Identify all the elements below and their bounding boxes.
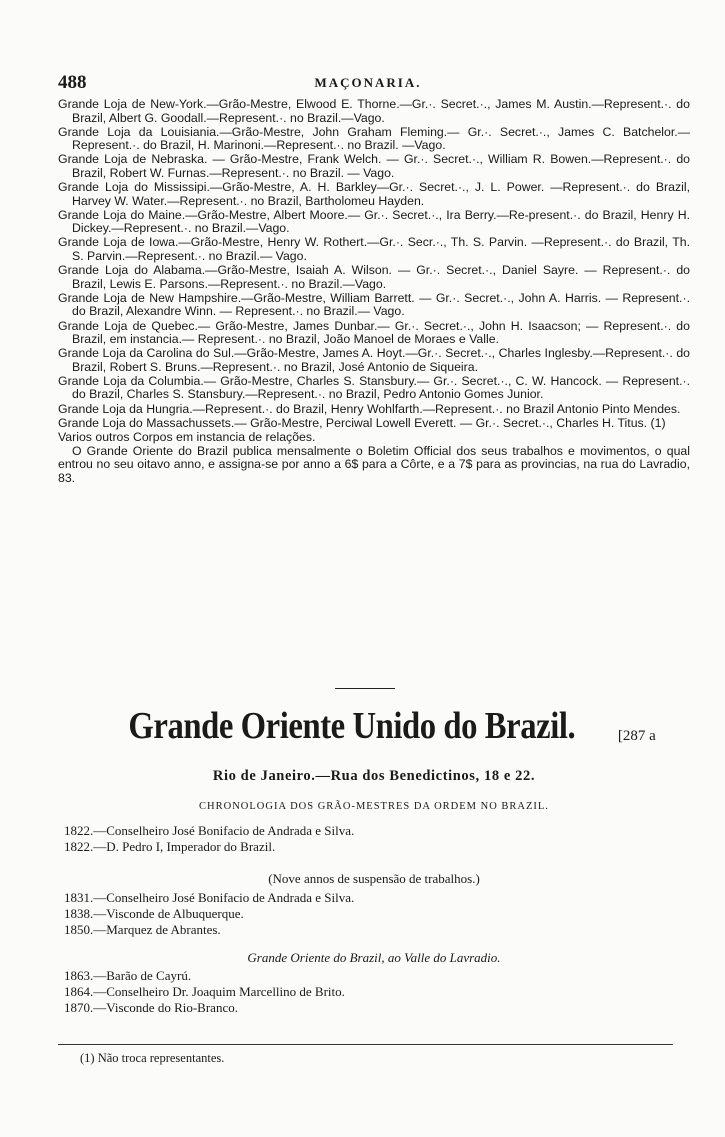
lodge-entry: Grande Loja do Mississipi.—Grão-Mestre, A. H. Barkley—Gr.·. Secret.·., J. L. Power. —Represent.·. do Brazil, Harvey W. Water.—Represent.·. no Brazil, Bartholomeu Hayden.: [58, 180, 690, 208]
list-item: 1863.—Barão de Cayrú.: [64, 968, 192, 983]
page-number: 488: [58, 72, 87, 93]
list-item: 1870.—Visconde do Rio-Branco.: [64, 1000, 238, 1015]
section-address: Rio de Janeiro.—Rua dos Benedictinos, 18 e 22.: [212, 768, 536, 784]
list-item: 1831.—Conselheiro José Bonifacio de Andrada e Silva.: [64, 890, 355, 905]
lodge-entry: Grande Loja do Alabama.—Grão-Mestre, Isaiah A. Wilson. — Gr.·. Secret.·., Daniel Sayre. — Represent.·. do Brazil, Lewis E. Parsons.—Represent.·. no Brazil.—Vago.: [58, 263, 690, 291]
list-item: 1864.—Conselheiro Dr. Joaquim Marcellino de Brito.: [64, 984, 345, 999]
section-divider: [335, 688, 395, 689]
lodge-entry: Grande Loja de New-York.—Grão-Mestre, Elwood E. Thorne.—Gr.·. Secret.·., James M. Austin.—Represent.·. do Brazil, Albert G. Goodall.—Represent.·. no Brazil.—Vago.: [58, 97, 690, 125]
lodge-entry: Grande Loja do Massachussets.— Grão-Mestre, Perciwal Lowell Everett. — Gr.·. Secret.·., Charles H. Titus. (1): [58, 415, 666, 430]
lodge-list: [58, 98, 690, 486]
lodge-entry: Grande Loja da Hungria.—Represent.·. do Brazil, Henry Wohlfarth.—Represent.·. no Brazil Antonio Pinto Mendes.: [58, 401, 681, 416]
page-header: [58, 72, 678, 94]
closing-paragraph: O Grande Oriente do Brazil publica mensalmente o Boletim Official dos seus trabalhos e movimentos, o qual entrou no seu oitavo anno, e assigna-se por anno a 6$ para a Côrte, e a 7$ para as provincias, na rua do Lavradio, 83.: [58, 443, 690, 486]
footnote-divider: [58, 1044, 673, 1045]
suspension-note: (Nove annos de suspensão de trabalhos.): [268, 871, 480, 886]
lodge-entry: Grande Loja do Maine.—Grão-Mestre, Albert Moore.— Gr.·. Secret.·., Ira Berry.—Re-present.·. do Brazil, Henry H. Dickey.—Represent.·. no Brazil.—Vago.: [58, 207, 690, 236]
section-title: Grande Oriente Unido do Brazil.: [128, 705, 576, 747]
lodge-entry: Grande Loja de New Hampshire.—Grão-Mestre, William Barrett. — Gr.·. Secret.·., John A. Harris. — Represent.·. do Brazil, Alexandre Winn. — Represent.·. no Brazil.— Vago.: [58, 290, 690, 319]
subsection-title: Grande Oriente do Brazil, ao Valle do Lavradio.: [247, 950, 501, 965]
lodge-entry: Grande Loja de Nebraska. — Grão-Mestre, Frank Welch. — Gr.·. Secret.·., William R. Bowen.—Represent.·. do Brazil, Robert W. Furnas.—Represent.·. no Brazil. — Vago.: [58, 152, 690, 180]
chronology-list-3: [64, 968, 345, 1016]
list-item: 1822.—D. Pedro I, Imperador do Brazil.: [64, 839, 276, 854]
chronology-list-1: [64, 823, 354, 855]
lodge-entry: Grande Loja da Carolina do Sul.—Grão-Mestre, James A. Hoyt.—Gr.·. Secret.·., Charles Inglesby.—Represent.·. do Brazil, Robert S. Bruns.—Represent.·. no Brazil, José Antonio de Siqueira.: [58, 346, 690, 374]
section-page-ref: [287 a: [617, 728, 656, 744]
list-item: 1850.—Marquez de Abrantes.: [64, 922, 221, 937]
section-heading: [58, 704, 690, 748]
lodge-entry: Grande Loja da Columbia.— Grão-Mestre, Charles S. Stansbury.— Gr.·. Secret.·., C. W. Hancock. — Represent.·. do Brazil, Charles S. Stansbury.—Represent.·. no Brazil, Pedro Antonio Gomes Junior.: [58, 373, 690, 402]
lodge-entry: Varios outros Corpos em instancia de relações.: [58, 429, 316, 444]
list-item: 1822.—Conselheiro José Bonifacio de Andrada e Silva.: [64, 823, 355, 838]
lodge-entry: Grande Loja de Quebec.— Grão-Mestre, James Dunbar.— Gr.·. Secret.·., John H. Isaacson; — Represent.·. do Brazil, em instancia.— Represent.·. no Brazil, João Manoel de Moraes e Valle.: [58, 318, 690, 347]
lodge-entry: Grande Loja da Louisiania.—Grão-Mestre, John Graham Fleming.— Gr.·. Secret.·., James C. Batchelor.—Represent.·. do Brazil, H. Marinoni.—Represent.·. no Brazil. —Vago.: [58, 124, 690, 153]
lodge-entry: Grande Loja de Iowa.—Grão-Mestre, Henry W. Rothert.—Gr.·. Secr.·., Th. S. Parvin. —Represent.·. do Brazil, Th. S. Parvin.—Represent.·. no Brazil.— Vago.: [58, 235, 690, 264]
running-title: MAÇONARIA.: [314, 75, 422, 90]
chronology-list-2: [64, 890, 354, 938]
chronology-title: CHRONOLOGIA DOS GRÃO-MESTRES DA ORDEM NO BRAZIL.: [199, 801, 549, 812]
footnote: (1) Não troca representantes.: [80, 1051, 225, 1065]
list-item: 1838.—Visconde de Albuquerque.: [64, 906, 244, 921]
